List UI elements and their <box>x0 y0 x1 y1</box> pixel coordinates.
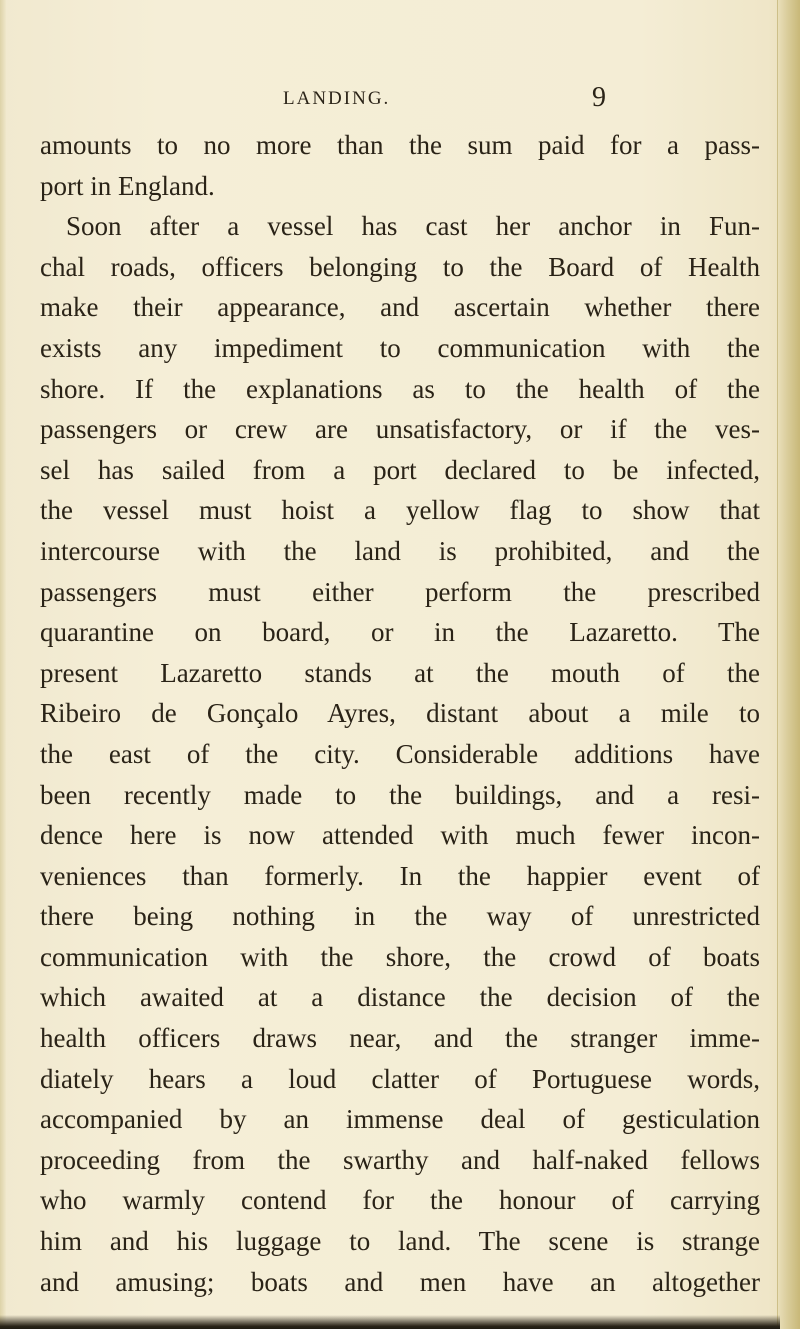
text-line: present Lazaretto stands at the mouth of the <box>40 657 760 688</box>
page-right-edge <box>777 0 800 1329</box>
text-line: sel has sailed from a port declared to be infected, <box>40 454 760 485</box>
running-head <box>0 80 800 116</box>
text-line: the east of the city. Considerable additions have <box>40 738 760 769</box>
text-line: who warmly contend for the honour of carrying <box>40 1185 760 1216</box>
page-number: 9 <box>592 82 606 113</box>
text-line: been recently made to the buildings, and a resi- <box>40 779 760 810</box>
text-line: diately hears a loud clatter of Portuguese words, <box>40 1063 760 1094</box>
text-line: communication with the shore, the crowd of boats <box>40 941 760 972</box>
text-line: exists any impediment to communication with the <box>40 332 760 363</box>
text-line: Soon after a vessel has cast her anchor in Fun- <box>66 211 760 242</box>
text-line: him and his luggage to land. The scene is strange <box>40 1226 760 1257</box>
running-title: LANDING. <box>283 88 391 109</box>
text-line: chal roads, officers belonging to the Board of Health <box>40 251 760 282</box>
page-left-edge <box>0 0 6 1329</box>
text-line: proceeding from the swarthy and half-naked fellows <box>40 1144 760 1175</box>
text-line: passengers must either perform the prescribed <box>40 576 760 607</box>
text-line: make their appearance, and ascertain whether there <box>40 292 760 323</box>
text-line: intercourse with the land is prohibited, and the <box>40 535 760 566</box>
text-line: amounts to no more than the sum paid for a pass- <box>40 130 760 160</box>
text-line: veniences than formerly. In the happier event of <box>40 860 760 891</box>
text-line: the vessel must hoist a yellow flag to show that <box>40 495 760 526</box>
text-line: which awaited at a distance the decision of the <box>40 982 760 1013</box>
text-line: and amusing; boats and men have an altogether <box>40 1266 760 1297</box>
text-line: there being nothing in the way of unrestricted <box>40 901 760 932</box>
text-line: health officers draws near, and the stranger imme- <box>40 1023 760 1054</box>
text-line: accompanied by an immense deal of gesticulation <box>40 1104 760 1135</box>
text-line: quarantine on board, or in the Lazaretto. The <box>40 617 760 648</box>
text-line: port in England. <box>40 170 215 201</box>
text-line: Ribeiro de Gonçalo Ayres, distant about a mile to <box>40 698 760 729</box>
page-bottom-shadow <box>0 1315 780 1329</box>
body-text <box>40 125 760 1302</box>
text-line: passengers or crew are unsatisfactory, or if the ves- <box>40 414 760 445</box>
text-line: shore. If the explanations as to the health of the <box>40 373 760 404</box>
text-line: dence here is now attended with much fewer incon- <box>40 820 760 851</box>
